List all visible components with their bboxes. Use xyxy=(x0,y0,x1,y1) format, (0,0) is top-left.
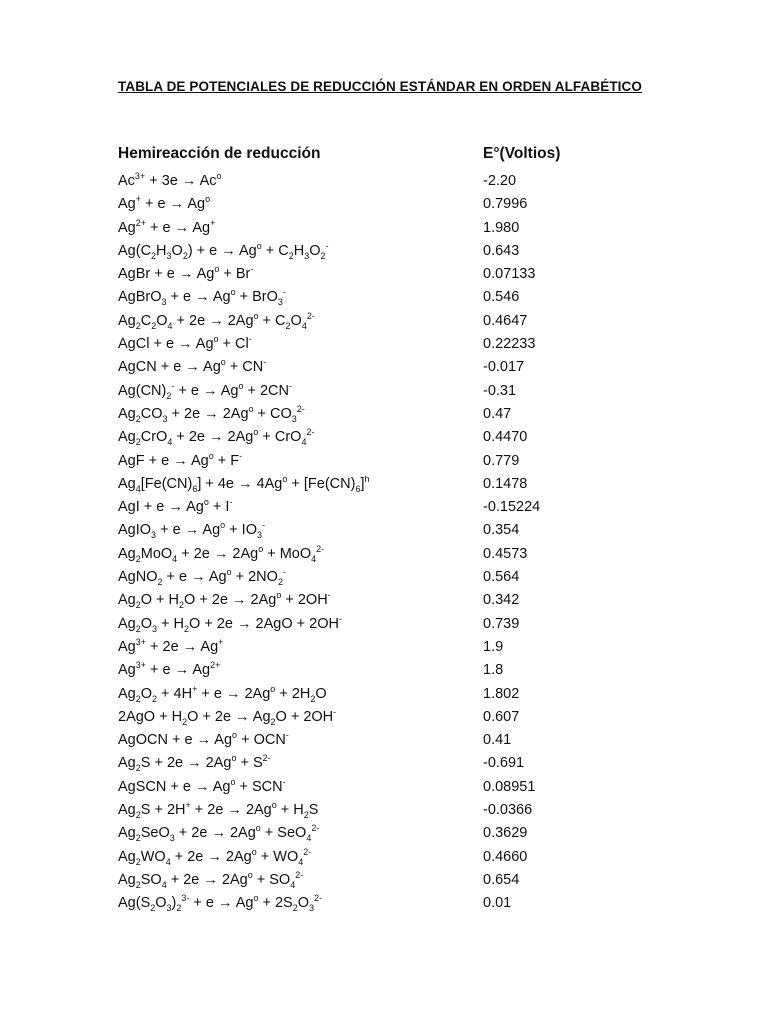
table-row xyxy=(118,403,638,426)
column-header-reaction: Hemireacción de reducción xyxy=(118,145,321,162)
standard-potential: 0.41 xyxy=(483,732,512,749)
table-row xyxy=(118,310,638,333)
standard-potential: 1.9 xyxy=(483,638,504,655)
half-reaction: $Ag^{2+} + e \to Ag^+$ xyxy=(118,217,216,236)
table-row xyxy=(118,170,638,193)
table-row xyxy=(118,450,638,473)
standard-potential: -2.20 xyxy=(483,173,517,189)
table-row xyxy=(118,543,638,566)
half-reaction: $Ag_2S + 2H^+ + 2e \to 2Ag^o + H_2S$ xyxy=(118,800,319,820)
standard-potential: 0.7996 xyxy=(483,196,528,213)
table-row xyxy=(118,380,638,403)
standard-potential: 0.01 xyxy=(483,895,512,912)
standard-potential: 1.980 xyxy=(483,219,520,236)
table-row xyxy=(118,799,638,822)
half-reaction: $Ag_2CO_3 + 2e \to 2Ag^o + CO_3^{2-}$ xyxy=(118,404,305,424)
standard-potential: 0.564 xyxy=(483,569,520,586)
standard-potential: 0.643 xyxy=(483,242,520,259)
standard-potential: -0.017 xyxy=(483,359,525,376)
table-row xyxy=(118,729,638,752)
half-reaction: $Ag_2SO_4 + 2e \to 2Ag^o + SO_4^{2-}$ xyxy=(118,870,304,890)
half-reaction: AgF + $e \to Ag^o + F^-$ xyxy=(118,450,243,469)
table-row xyxy=(118,263,638,286)
table-row xyxy=(118,589,638,612)
table-row xyxy=(118,683,638,706)
standard-potential: 0.3629 xyxy=(483,825,528,842)
half-reaction: $Ag_2O + H_2O + 2e \to 2Ag^o + 2OH^-$ xyxy=(118,590,331,611)
half-reaction: AgSCN + $e \to Ag^o + SCN^-$ xyxy=(118,776,286,795)
standard-potential: 0.739 xyxy=(483,615,520,632)
half-reaction: $Ag_2S + 2e \to 2Ag^o + S^{2-}$ xyxy=(118,753,271,774)
table-row xyxy=(118,706,638,729)
half-reaction: $Ag_2C_2O_4 + 2e \to 2Ag^o + C_2O_4^{2-}$ xyxy=(118,310,315,331)
half-reaction: AgBr + $e \to Ag^o + Br^-$ xyxy=(118,264,254,283)
half-reaction: AgCN + $e \to Ag^o + CN^-$ xyxy=(118,357,267,376)
standard-potential: 1.8 xyxy=(483,662,504,679)
potentials-table xyxy=(118,170,638,916)
standard-potential: -0.31 xyxy=(483,382,517,399)
table-row xyxy=(118,776,638,799)
table-row xyxy=(118,240,638,263)
table-row xyxy=(118,193,638,216)
half-reaction: $Ag(S_2O_3)_2^{3-} + e \to Ag^o + 2S_2O_3^{2-}$ xyxy=(118,893,323,914)
standard-potential: 0.342 xyxy=(483,592,520,609)
standard-potential: 1.802 xyxy=(483,685,520,702)
half-reaction: AgBrO$_3$ + $e \to Ag^o + BrO_3^-$ xyxy=(118,287,286,308)
table-row xyxy=(118,519,638,542)
standard-potential: 0.4573 xyxy=(483,545,528,562)
table-row xyxy=(118,496,638,519)
standard-potential: 0.4470 xyxy=(483,429,528,446)
half-reaction: $Ag_2SeO_3 + 2e \to 2Ag^o + SeO_4^{2-}$ xyxy=(118,823,320,844)
standard-potential: 0.4660 xyxy=(483,848,528,865)
half-reaction: AgOCN + $e \to Ag^o + OCN^-$ xyxy=(118,730,289,749)
half-reaction: $Ag^+ + e \to Ag^o$ xyxy=(118,194,211,213)
half-reaction: AgI + $e \to Ag^o + I^-$ xyxy=(118,497,233,516)
half-reaction: $Ac^{3+} + 3e \to Ac^o$ xyxy=(118,171,222,189)
table-row xyxy=(118,566,638,589)
half-reaction: $Ag(CN)_2^- + e \to Ag^o + 2CN^-$ xyxy=(118,380,292,401)
standard-potential: -0.15224 xyxy=(483,499,541,516)
table-row xyxy=(118,892,638,915)
standard-potential: 0.354 xyxy=(483,522,520,539)
table-row xyxy=(118,473,638,496)
standard-potential: 0.47 xyxy=(483,405,512,422)
table-row xyxy=(118,426,638,449)
table-row xyxy=(118,356,638,379)
half-reaction: AgNO$_2$ + $e \to Ag^o + 2NO_2^-$ xyxy=(118,567,286,587)
half-reaction: AgCl + $e \to Ag^o + Cl^-$ xyxy=(118,334,252,353)
half-reaction: $Ag_2MoO_4 + 2e \to 2Ag^o + MoO_4^{2-}$ xyxy=(118,543,325,564)
table-row xyxy=(118,286,638,309)
table-row xyxy=(118,217,638,240)
table-row xyxy=(118,333,638,356)
standard-potential: 0.1478 xyxy=(483,475,528,492)
standard-potential: 0.08951 xyxy=(483,778,536,795)
standard-potential: 0.654 xyxy=(483,871,520,888)
table-row xyxy=(118,636,638,659)
column-header-potential: E°(Voltios) xyxy=(483,145,561,162)
table-row xyxy=(118,752,638,775)
table-row xyxy=(118,846,638,869)
half-reaction: $Ag^{3+} + e \to Ag^{2+}$ xyxy=(118,660,221,679)
standard-potential: 0.546 xyxy=(483,289,520,306)
standard-potential: 0.07133 xyxy=(483,266,536,283)
half-reaction: $2AgO + H_2O + 2e \to Ag_2O + 2OH^-$ xyxy=(118,707,337,727)
half-reaction: $Ag_2O_2 + 4H^+ + e \to 2Ag^o + 2H_2O$ xyxy=(118,683,327,704)
half-reaction: $Ag^{3+} + 2e \to Ag^+$ xyxy=(118,637,224,655)
half-reaction: $Ag(C_2H_3O_2) + e \to Ag^o + C_2H_3O_2^-$ xyxy=(118,241,329,261)
table-row xyxy=(118,869,638,892)
standard-potential: -0.0366 xyxy=(483,802,533,819)
half-reaction: $Ag_2WO_4 + 2e \to 2Ag^o + WO_4^{2-}$ xyxy=(118,846,312,867)
standard-potential: 0.22233 xyxy=(483,336,536,353)
document-title: TABLA DE POTENCIALES DE REDUCCIÓN ESTÁNDAR EN ORDEN ALFABÉTICO xyxy=(118,79,642,94)
half-reaction: $Ag_2O_3 + H_2O + 2e \to 2AgO + 2OH^-$ xyxy=(118,613,342,634)
half-reaction: $Ag_2CrO_4 + 2e \to 2Ag^o + CrO_4^{2-}$ xyxy=(118,427,315,448)
half-reaction: $Ag_4[Fe(CN)_6] + 4e \to 4Ag^o + [Fe(CN)_6]^h$ xyxy=(118,474,370,494)
standard-potential: 0.779 xyxy=(483,452,520,469)
half-reaction: AgIO$_3$ + $e \to Ag^o + IO_3^-$ xyxy=(118,520,265,541)
standard-potential: -0.691 xyxy=(483,755,525,772)
table-row xyxy=(118,822,638,845)
standard-potential: 0.607 xyxy=(483,708,520,725)
table-row xyxy=(118,659,638,682)
standard-potential: 0.4647 xyxy=(483,312,528,329)
table-row xyxy=(118,613,638,636)
